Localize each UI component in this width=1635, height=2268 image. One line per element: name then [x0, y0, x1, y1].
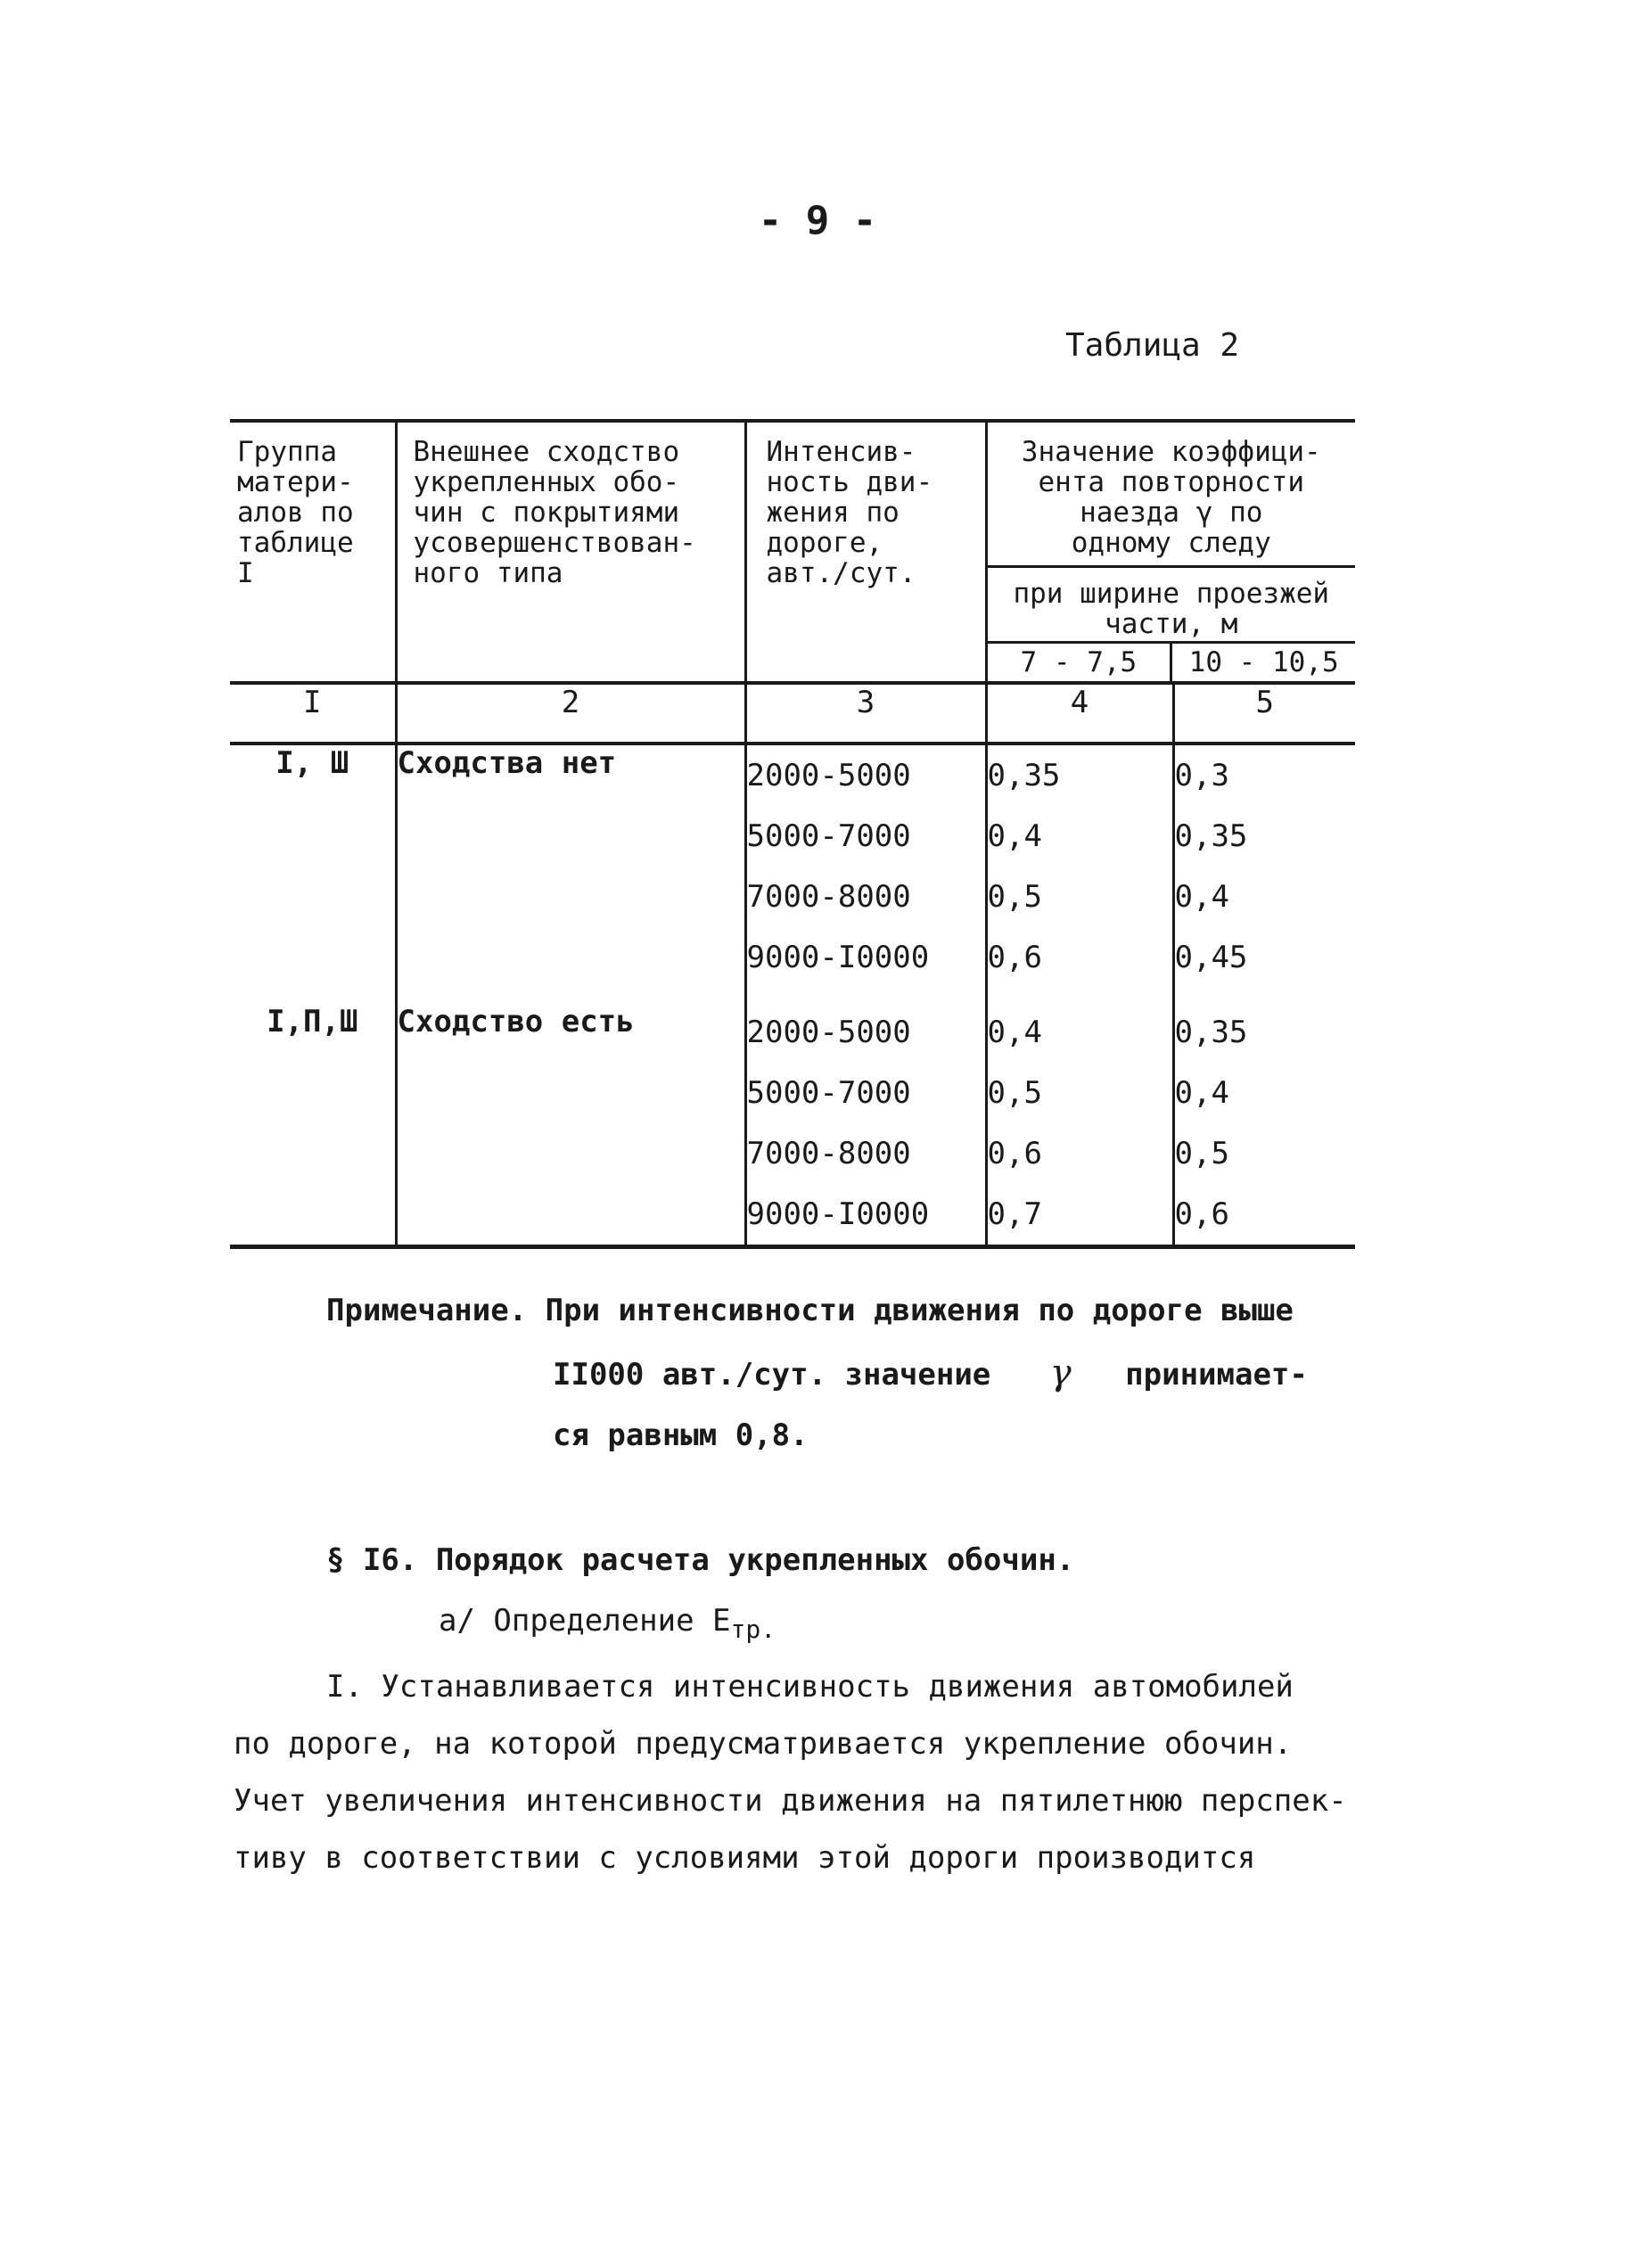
- colnum-4: 4: [986, 683, 1173, 744]
- column-number-row: [230, 683, 1355, 744]
- table-note-line-1: Примечание. При интенсивности движения по дороге выше: [326, 1293, 1294, 1328]
- colnum-1: I: [230, 683, 396, 744]
- coefficient-table: [230, 419, 1355, 1249]
- group-2-label: I,П,Ш: [230, 1002, 396, 1247]
- table-row-group-1: [230, 744, 1355, 1002]
- paragraph-line-1: I. Устанавливается интенсивность движения автомобилей: [326, 1669, 1294, 1705]
- subsection-title: а/ Определение $E_{тр.}$: [439, 1603, 776, 1644]
- header-width-7: 7 - 7,5: [988, 644, 1173, 681]
- group-2-intensity: 2000-5000 5000-7000 7000-8000 9000-I0000: [745, 1002, 986, 1247]
- group-1-similarity: Сходства нет: [396, 744, 745, 1002]
- header-width-text: при ширине проезжей части, м: [1013, 578, 1330, 640]
- group-1-coef-10: 0,3 0,35 0,4 0,45: [1173, 744, 1355, 1002]
- paragraph-line-2: по дороге, на которой предусматривается укрепление обочин.: [234, 1726, 1293, 1762]
- table-note-line-2: [553, 1342, 1308, 1406]
- table-title: Таблица 2: [1065, 327, 1240, 364]
- table-note-line-2b: принимает-: [1125, 1357, 1308, 1393]
- header-coefficient-text: Значение коэффици- ента повторности наезда γ по одному следу: [1021, 436, 1321, 559]
- section-title: § I6. Порядок расчета укрепленных обочин.: [326, 1542, 1075, 1578]
- group-1-coef-7: 0,35 0,4 0,5 0,6: [986, 744, 1173, 1002]
- group-2-coef-10: 0,35 0,4 0,5 0,6: [1173, 1002, 1355, 1247]
- header-similarity: [396, 421, 745, 683]
- table-note-line-3: ся равным 0,8.: [553, 1418, 809, 1453]
- group-2-coef-7: 0,4 0,5 0,6 0,7: [986, 1002, 1173, 1247]
- page-number: - 9 -: [758, 198, 877, 243]
- header-intensity-text: Интенсив- ность дви- жения по дороге, авт./сут.: [766, 436, 933, 589]
- subsection-subscript: тр.: [730, 1614, 776, 1644]
- header-material-group: [230, 421, 396, 683]
- paragraph-line-3: Учет увеличения интенсивности движения на пятилетнюю перспек-: [234, 1783, 1347, 1819]
- header-material-group-text: Группа матери- алов по таблице I: [237, 436, 354, 589]
- paragraph-line-4: тиву в соответствии с условиями этой дороги производится: [234, 1840, 1256, 1876]
- colnum-3: 3: [745, 683, 986, 744]
- group-1-label: I, Ш: [230, 744, 396, 1002]
- header-intensity: [745, 421, 986, 683]
- colnum-2: 2: [396, 683, 745, 744]
- table-header-row: [230, 421, 1355, 683]
- header-width-10: 10 - 10,5: [1188, 646, 1339, 678]
- group-2-similarity: Сходство есть: [396, 1002, 745, 1247]
- gamma-symbol: γ: [1049, 1352, 1072, 1393]
- colnum-5: 5: [1173, 683, 1355, 744]
- header-similarity-text: Внешнее сходство укрепленных обо- чин с покрытиями усовершенствован- ного типа: [413, 436, 696, 589]
- header-coefficient: [986, 421, 1355, 683]
- table-note-line-2a: II000 авт./сут. значение: [553, 1357, 991, 1393]
- table-row-group-2: [230, 1002, 1355, 1247]
- group-1-intensity: 2000-5000 5000-7000 7000-8000 9000-I0000: [745, 744, 986, 1002]
- header-width-split: [988, 641, 1356, 681]
